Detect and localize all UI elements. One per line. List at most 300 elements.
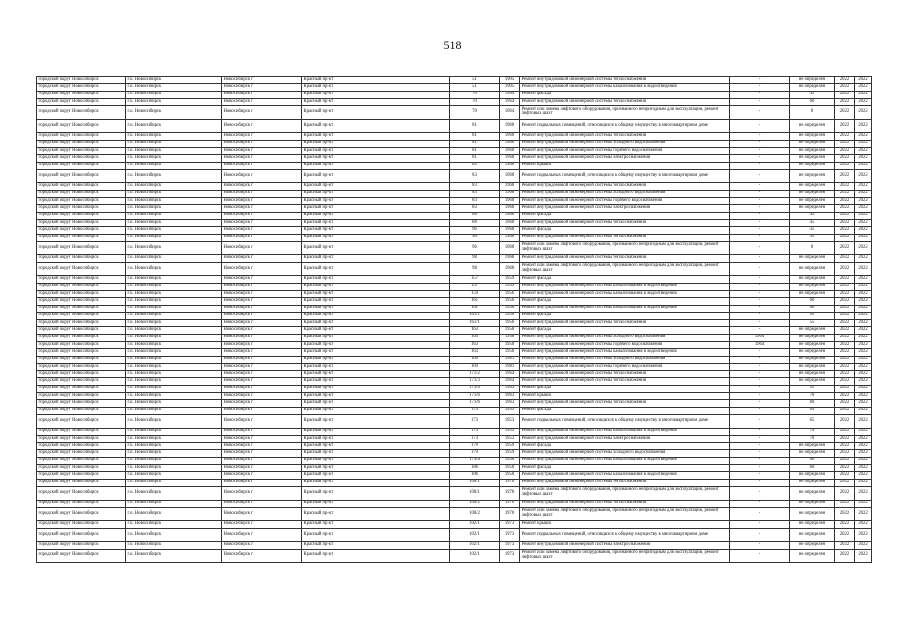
table-row [37,262,872,276]
city-cell: Новосибирск г [222,334,302,341]
settlement-cell: г.о. Новосибирск [126,212,222,219]
house-number-cell: 96 [450,234,500,241]
code-cell: - [730,106,790,120]
end-year-cell: 2022 [855,443,872,450]
table-row [37,205,872,212]
table-row [37,393,872,400]
start-year-cell: 2022 [835,219,855,226]
code-cell: - [730,486,790,500]
work-type-cell: Ремонт внутридомовой инженерной системы холодного водоснабжения [520,334,730,341]
table-row [37,400,872,407]
term-cell: 55 [790,385,835,392]
settlement-cell: г.о. Новосибирск [126,486,222,500]
build-year-cell: 1958 [500,472,520,479]
start-year-cell: 2022 [835,241,855,255]
district-cell: городской округ Новосибирск [37,443,126,450]
settlement-cell: г.о. Новосибирск [126,227,222,234]
settlement-cell: г.о. Новосибирск [126,465,222,472]
code-cell: - [730,363,790,370]
settlement-cell: г.о. Новосибирск [126,305,222,312]
house-number-cell: 81 [450,155,500,162]
code-cell: - [730,183,790,190]
house-number-cell: 96 [450,227,500,234]
start-year-cell: 2022 [835,472,855,479]
street-cell: Красный пр-кт [302,507,450,521]
district-cell: городской округ Новосибирск [37,212,126,219]
street-cell: Красный пр-кт [302,91,450,98]
settlement-cell: г.о. Новосибирск [126,84,222,91]
term-cell: не определен [790,162,835,169]
build-year-cell: 1953 [500,428,520,435]
work-type-cell: Ремонт внутридомовой инженерной системы теплоснабжения [520,133,730,140]
work-type-cell: Ремонт внутридомовой инженерной системы канализования и водоотведения [520,84,730,91]
build-year-cell: 1968 [500,147,520,154]
start-year-cell: 2022 [835,443,855,450]
house-number-cell: 96 [450,241,500,255]
table-row [37,140,872,147]
table-row [37,106,872,120]
table-row [37,155,872,162]
table-row [37,190,872,197]
house-number-cell: 171/3 [450,378,500,385]
code-cell: - [730,198,790,205]
settlement-cell: г.о. Новосибирск [126,276,222,283]
work-type-cell: Ремонт фасада [520,407,730,414]
street-cell: Красный пр-кт [302,457,450,464]
city-cell: Новосибирск г [222,162,302,169]
settlement-cell: г.о. Новосибирск [126,147,222,154]
district-cell: городской округ Новосибирск [37,227,126,234]
table-row [37,162,872,169]
end-year-cell: 2022 [855,212,872,219]
work-type-cell: Ремонт внутридомовой инженерной системы теплоснабжения [520,378,730,385]
work-type-cell: Ремонт внутридомовой инженерной системы теплоснабжения [520,219,730,226]
street-cell: Красный пр-кт [302,435,450,442]
term-cell: не определен [790,528,835,542]
end-year-cell: 2022 [855,542,872,549]
street-cell: Красный пр-кт [302,528,450,542]
table-row [37,542,872,549]
term-cell: не определен [790,378,835,385]
build-year-cell: 1956 [500,320,520,327]
end-year-cell: 2022 [855,91,872,98]
city-cell: Новосибирск г [222,327,302,334]
street-cell: Красный пр-кт [302,378,450,385]
street-cell: Красный пр-кт [302,147,450,154]
term-cell: не определен [790,155,835,162]
end-year-cell: 2022 [855,327,872,334]
table-row [37,486,872,500]
street-cell: Красный пр-кт [302,106,450,120]
term-cell: 55 [790,312,835,319]
house-number-cell: 81 [450,119,500,133]
city-cell: Новосибирск г [222,262,302,276]
build-year-cell: 1968 [500,205,520,212]
work-type-cell: Ремонт внутридомовой инженерной системы холодного водоснабжения [520,356,730,363]
city-cell: Новосибирск г [222,341,302,348]
end-year-cell: 2022 [855,106,872,120]
code-cell: - [730,371,790,378]
settlement-cell: г.о. Новосибирск [126,528,222,542]
house-number-cell: 88 [450,219,500,226]
district-cell: городской округ Новосибирск [37,84,126,91]
table-row [37,334,872,341]
end-year-cell: 2022 [855,334,872,341]
code-cell: - [730,450,790,457]
city-cell: Новосибирск г [222,219,302,226]
street-cell: Красный пр-кт [302,276,450,283]
table-row [37,549,872,563]
term-cell: не определен [790,450,835,457]
table-row [37,341,872,348]
end-year-cell: 2022 [855,77,872,84]
city-cell: Новосибирск г [222,465,302,472]
code-cell: - [730,119,790,133]
settlement-cell: г.о. Новосибирск [126,169,222,183]
table-row [37,133,872,140]
city-cell: Новосибирск г [222,414,302,428]
street-cell: Красный пр-кт [302,450,450,457]
build-year-cell: 1959 [500,450,520,457]
street-cell: Красный пр-кт [302,371,450,378]
start-year-cell: 2022 [835,234,855,241]
district-cell: городской округ Новосибирск [37,190,126,197]
street-cell: Красный пр-кт [302,486,450,500]
end-year-cell: 2022 [855,298,872,305]
work-type-cell: Ремонт подвальных помещений, относящихся к общему имуществу в многоквартирном доме [520,119,730,133]
start-year-cell: 2022 [835,349,855,356]
build-year-cell: 1968 [500,119,520,133]
settlement-cell: г.о. Новосибирск [126,320,222,327]
end-year-cell: 2022 [855,98,872,105]
code-cell: - [730,227,790,234]
district-cell: городской округ Новосибирск [37,77,126,84]
settlement-cell: г.о. Новосибирск [126,400,222,407]
city-cell: Новосибирск г [222,400,302,407]
code-cell: - [730,91,790,98]
build-year-cell: 1968 [500,162,520,169]
code-cell: - [730,528,790,542]
code-cell: - [730,542,790,549]
settlement-cell: г.о. Новосибирск [126,234,222,241]
house-number-cell: 51 [450,77,500,84]
settlement-cell: г.о. Новосибирск [126,298,222,305]
district-cell: городской округ Новосибирск [37,528,126,542]
work-type-cell: Ремонт или замена лифтового оборудования, признанного непригодным для эксплуатации, ремонт лифтовых шахт [520,507,730,521]
street-cell: Красный пр-кт [302,169,450,183]
settlement-cell: г.о. Новосибирск [126,205,222,212]
table-row [37,472,872,479]
table-row [37,457,872,464]
end-year-cell: 2022 [855,190,872,197]
end-year-cell: 2022 [855,479,872,486]
settlement-cell: г.о. Новосибирск [126,378,222,385]
street-cell: Красный пр-кт [302,290,450,297]
end-year-cell: 2022 [855,305,872,312]
build-year-cell: 1968 [500,255,520,262]
build-year-cell: 1956 [500,290,520,297]
city-cell: Новосибирск г [222,198,302,205]
term-cell: 70 [790,428,835,435]
work-type-cell: Ремонт внутридомовой инженерной системы электроснабжения [520,205,730,212]
house-number-cell: 88 [450,212,500,219]
city-cell: Новосибирск г [222,521,302,528]
work-type-cell: Ремонт внутридомовой инженерной системы горячего водоснабжения [520,147,730,154]
work-type-cell: Ремонт фасада [520,443,730,450]
end-year-cell: 2022 [855,169,872,183]
table-row [37,298,872,305]
city-cell: Новосибирск г [222,507,302,521]
city-cell: Новосибирск г [222,320,302,327]
work-type-cell: Ремонт внутридомовой инженерной системы канализования и водоотведения [520,472,730,479]
work-type-cell: Ремонт внутридомовой инженерной системы теплоснабжения [520,255,730,262]
term-cell: 60 [790,400,835,407]
district-cell: городской округ Новосибирск [37,262,126,276]
term-cell: 45 [790,91,835,98]
work-type-cell: Ремонт фасада [520,276,730,283]
house-number-cell: 83 [450,169,500,183]
street-cell: Красный пр-кт [302,363,450,370]
district-cell: городской округ Новосибирск [37,183,126,190]
district-cell: городской округ Новосибирск [37,472,126,479]
street-cell: Красный пр-кт [302,327,450,334]
work-type-cell: Ремонт или замена лифтового оборудования, признанного непригодным для эксплуатации, ремонт лифтовых шахт [520,241,730,255]
code-cell: - [730,205,790,212]
term-cell: 65 [790,414,835,428]
house-number-cell: 157 [450,276,500,283]
city-cell: Новосибирск г [222,205,302,212]
settlement-cell: г.о. Новосибирск [126,385,222,392]
build-year-cell: 1970 [500,500,520,507]
house-number-cell: 179 [450,443,500,450]
house-number-cell: 161/1 [450,320,500,327]
start-year-cell: 2022 [835,479,855,486]
build-year-cell: 1959 [500,443,520,450]
street-cell: Красный пр-кт [302,356,450,363]
city-cell: Новосибирск г [222,500,302,507]
settlement-cell: г.о. Новосибирск [126,549,222,563]
house-number-cell: 102/1 [450,521,500,528]
build-year-cell: 1964 [500,91,520,98]
table-row [37,327,872,334]
city-cell: Новосибирск г [222,349,302,356]
city-cell: Новосибирск г [222,234,302,241]
street-cell: Красный пр-кт [302,255,450,262]
start-year-cell: 2022 [835,435,855,442]
term-cell: 45 [790,219,835,226]
settlement-cell: г.о. Новосибирск [126,450,222,457]
repair-schedule-table [36,76,872,563]
work-type-cell: Ремонт подвальных помещений, относящихся к общему имуществу в многоквартирном доме [520,414,730,428]
code-cell: - [730,169,790,183]
build-year-cell: 1964 [500,371,520,378]
district-cell: городской округ Новосибирск [37,140,126,147]
build-year-cell: 1958 [500,457,520,464]
settlement-cell: г.о. Новосибирск [126,255,222,262]
work-type-cell: Ремонт или замена лифтового оборудования, признанного непригодным для эксплуатации, ремонт лифтовых шахт [520,106,730,120]
table-row [37,320,872,327]
city-cell: Новосибирск г [222,290,302,297]
street-cell: Красный пр-кт [302,190,450,197]
start-year-cell: 2022 [835,198,855,205]
street-cell: Красный пр-кт [302,549,450,563]
code-cell: - [730,234,790,241]
table-row [37,385,872,392]
start-year-cell: 2022 [835,327,855,334]
start-year-cell: 2022 [835,140,855,147]
term-cell: 70 [790,393,835,400]
house-number-cell: 171/6 [450,393,500,400]
term-cell: не определен [790,371,835,378]
settlement-cell: г.о. Новосибирск [126,363,222,370]
start-year-cell: 2022 [835,341,855,348]
code-cell: - [730,162,790,169]
build-year-cell: 1964 [500,106,520,120]
house-number-cell: 100/1 [450,486,500,500]
house-number-cell: 157 [450,283,500,290]
end-year-cell: 2022 [855,450,872,457]
build-year-cell: 1970 [500,479,520,486]
code-cell: - [730,190,790,197]
district-cell: городской округ Новосибирск [37,320,126,327]
district-cell: городской округ Новосибирск [37,147,126,154]
build-year-cell: 1958 [500,334,520,341]
table-row [37,479,872,486]
start-year-cell: 2022 [835,320,855,327]
build-year-cell: 1958 [500,341,520,348]
start-year-cell: 2022 [835,255,855,262]
build-year-cell: 1968 [500,183,520,190]
code-cell: - [730,290,790,297]
build-year-cell: 1973 [500,521,520,528]
settlement-cell: г.о. Новосибирск [126,327,222,334]
district-cell: городской округ Новосибирск [37,450,126,457]
city-cell: Новосибирск г [222,435,302,442]
start-year-cell: 2022 [835,84,855,91]
end-year-cell: 2022 [855,435,872,442]
house-number-cell: 169 [450,363,500,370]
district-cell: городской округ Новосибирск [37,305,126,312]
start-year-cell: 2022 [835,305,855,312]
code-cell: - [730,283,790,290]
term-cell: не определен [790,521,835,528]
code-cell: - [730,219,790,226]
street-cell: Красный пр-кт [302,385,450,392]
build-year-cell: 1963 [500,393,520,400]
work-type-cell: Ремонт внутридомовой инженерной системы канализования и водоотведения [520,457,730,464]
street-cell: Красный пр-кт [302,155,450,162]
table-row [37,428,872,435]
table-row [37,349,872,356]
city-cell: Новосибирск г [222,106,302,120]
house-number-cell: 159 [450,290,500,297]
work-type-cell: Ремонт фасада [520,227,730,234]
table-row [37,91,872,98]
settlement-cell: г.о. Новосибирск [126,428,222,435]
end-year-cell: 2022 [855,140,872,147]
district-cell: городской округ Новосибирск [37,119,126,133]
street-cell: Красный пр-кт [302,341,450,348]
term-cell: 60 [790,457,835,464]
house-number-cell: 83 [450,190,500,197]
start-year-cell: 2022 [835,400,855,407]
settlement-cell: г.о. Новосибирск [126,290,222,297]
work-type-cell: Ремонт подвальных помещений, относящихся к общему имуществу в многоквартирном доме [520,528,730,542]
house-number-cell: 171/6 [450,385,500,392]
start-year-cell: 2022 [835,276,855,283]
term-cell: не определен [790,140,835,147]
work-type-cell: Ремонт или замена лифтового оборудования, признанного непригодным для эксплуатации, ремонт лифтовых шахт [520,262,730,276]
work-type-cell: Ремонт внутридомовой инженерной системы теплоснабжения [520,400,730,407]
term-cell: 45 [790,212,835,219]
table-row [37,521,872,528]
city-cell: Новосибирск г [222,363,302,370]
start-year-cell: 2022 [835,500,855,507]
start-year-cell: 2022 [835,205,855,212]
build-year-cell: 1959 [500,283,520,290]
table-row [37,305,872,312]
table-row [37,312,872,319]
city-cell: Новосибирск г [222,549,302,563]
street-cell: Красный пр-кт [302,77,450,84]
table-row [37,119,872,133]
table-row [37,414,872,428]
house-number-cell: 98 [450,262,500,276]
table-row [37,356,872,363]
settlement-cell: г.о. Новосибирск [126,155,222,162]
code-cell: - [730,305,790,312]
settlement-cell: г.о. Новосибирск [126,241,222,255]
district-cell: городской округ Новосибирск [37,312,126,319]
end-year-cell: 2022 [855,241,872,255]
build-year-cell: 1968 [500,262,520,276]
district-cell: городской округ Новосибирск [37,414,126,428]
street-cell: Красный пр-кт [302,472,450,479]
settlement-cell: г.о. Новосибирск [126,140,222,147]
start-year-cell: 2022 [835,227,855,234]
build-year-cell: 1963 [500,400,520,407]
settlement-cell: г.о. Новосибирск [126,98,222,105]
district-cell: городской округ Новосибирск [37,479,126,486]
table-row [37,378,872,385]
house-number-cell: 179 [450,450,500,457]
table-row [37,500,872,507]
start-year-cell: 2022 [835,378,855,385]
term-cell: 60 [790,298,835,305]
district-cell: городской округ Новосибирск [37,486,126,500]
house-number-cell: 171/6 [450,400,500,407]
term-cell: не определен [790,486,835,500]
street-cell: Красный пр-кт [302,414,450,428]
term-cell: не определен [790,327,835,334]
settlement-cell: г.о. Новосибирск [126,183,222,190]
start-year-cell: 2022 [835,507,855,521]
district-cell: городской округ Новосибирск [37,298,126,305]
end-year-cell: 2022 [855,521,872,528]
build-year-cell: 1981 [500,356,520,363]
house-number-cell: 102/1 [450,549,500,563]
work-type-cell: Ремонт фасада [520,212,730,219]
end-year-cell: 2022 [855,155,872,162]
street-cell: Красный пр-кт [302,198,450,205]
city-cell: Новосибирск г [222,305,302,312]
work-type-cell: Ремонт внутридомовой инженерной системы теплоснабжения [520,234,730,241]
street-cell: Красный пр-кт [302,407,450,414]
end-year-cell: 2022 [855,183,872,190]
end-year-cell: 2022 [855,507,872,521]
build-year-cell: 1964 [500,98,520,105]
district-cell: городской округ Новосибирск [37,521,126,528]
